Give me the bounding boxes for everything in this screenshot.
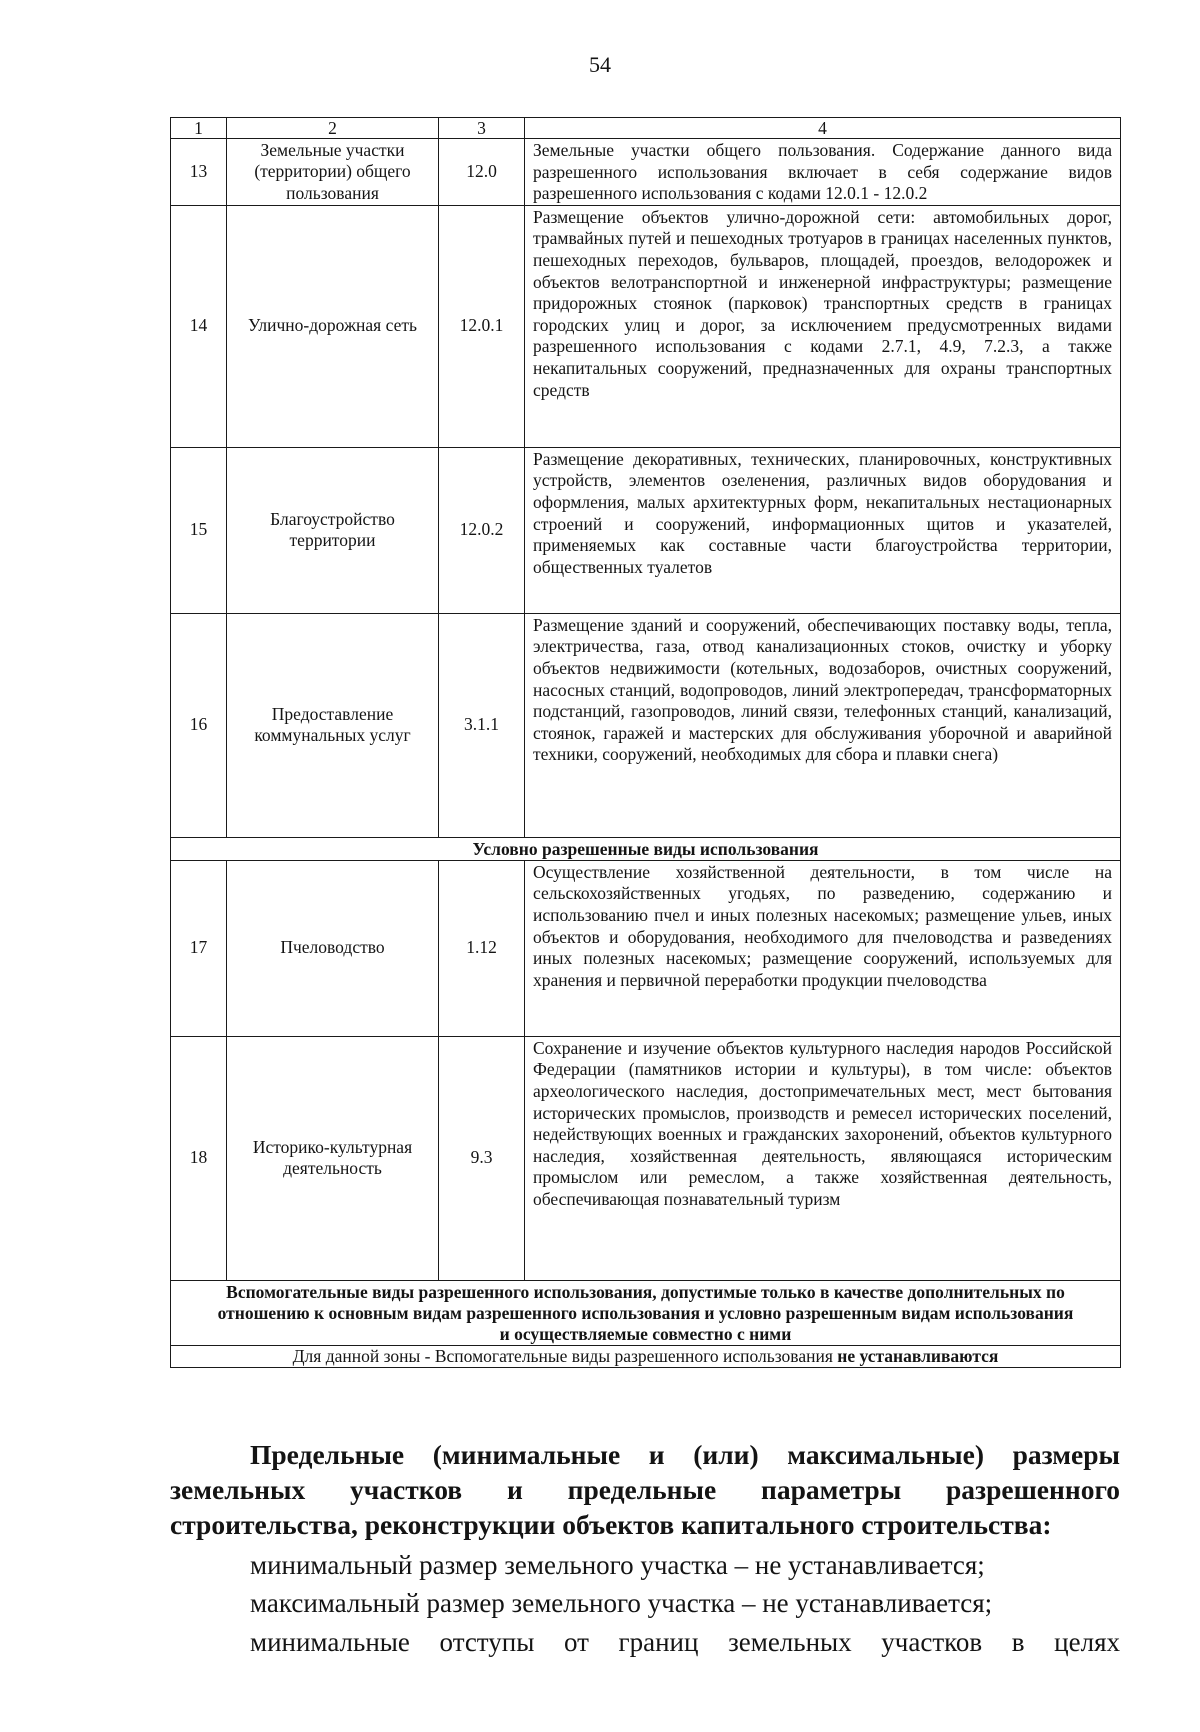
table-row [171, 1036, 1121, 1280]
row-name: Пчеловодство [227, 860, 439, 1036]
note-text: Для данной зоны - Вспомогательные виды разрешенного использования [292, 1345, 833, 1366]
table-row [171, 613, 1121, 837]
section-header-row [171, 837, 1121, 860]
row-description: Размещение декоративных, технических, планировочных, конструктивных устройств, элементов озеленения, различных видов оборудования и оформления, малых архитектурных форм, некапитальных нестационарных строений и сооружений, информационных щитов и указателей, применяемых как составные части благоустройства территории, общественных туалетов [525, 447, 1121, 613]
table-row [171, 139, 1121, 206]
land-use-table [170, 117, 1121, 1368]
row-description: Размещение объектов улично-дорожной сети: автомобильных дорог, трамвайных путей и пешеходных тротуаров в границах населенных пунктов, пешеходных переходов, бульваров, площадей, проездов, велодорожек и объектов велотранспортной и инженерной инфраструктуры; размещение придорожных стоянок (парковок) транспортных средств в границах городских улиц и дорог, за исключением предусмотренных видами разрешенного использования с кодами 2.7.1, 4.9, 7.2.3, а также некапитальных сооружений, предназначенных для охраны транспортных средств [525, 205, 1121, 447]
section-heading [170, 1437, 1120, 1542]
row-code: 12.0 [439, 139, 525, 206]
note-row [171, 1345, 1121, 1367]
table-row [171, 205, 1121, 447]
row-code: 3.1.1 [439, 613, 525, 837]
note-bold-text: не устанавливаются [837, 1345, 999, 1366]
table-row [171, 447, 1121, 613]
paragraph-min-size: минимальный размер земельного участка – не устанавливается; [250, 1550, 985, 1580]
row-name: Благоустройство территории [227, 447, 439, 613]
row-description: Размещение зданий и сооружений, обеспечивающих поставку воды, тепла, электричества, газа, отвод канализационных стоков, очистку и уборку объектов недвижимости (котельных, водозаборов, очистных сооружений, насосных станций, водопроводов, линий электропередач, трансформаторных подстанций, газопроводов, линий связи, телефонных станций, канализаций, стоянок, гаражей и мастерских для обслуживания уборочной и аварийной техники, сооружений, необходимых для сбора и плавки снега) [525, 613, 1121, 837]
row-number: 15 [171, 447, 227, 613]
table-row [171, 860, 1121, 1036]
table-header-row [171, 118, 1121, 139]
heading-line-2: земельных участков и предельные параметры разрешенного [170, 1474, 1120, 1505]
section-header-row [171, 1280, 1121, 1345]
row-code: 12.0.2 [439, 447, 525, 613]
note-cell [171, 1345, 1121, 1367]
row-number: 16 [171, 613, 227, 837]
row-code: 1.12 [439, 860, 525, 1036]
header-col-4: 4 [525, 118, 1121, 139]
paragraph-min-setbacks: минимальные отступы от границ земельных участков в целях [250, 1627, 1120, 1657]
header-col-1: 1 [171, 118, 227, 139]
row-number: 13 [171, 139, 227, 206]
row-code: 9.3 [439, 1036, 525, 1280]
paragraph-max-size: максимальный размер земельного участка – не устанавливается; [250, 1588, 993, 1618]
header-col-2: 2 [227, 118, 439, 139]
row-number: 14 [171, 205, 227, 447]
row-number: 18 [171, 1036, 227, 1280]
row-name: Земельные участки (территории) общего пользования [227, 139, 439, 206]
page-number: 54 [589, 52, 611, 77]
row-code: 12.0.1 [439, 205, 525, 447]
row-description: Сохранение и изучение объектов культурного наследия народов Российской Федерации (памятников истории и культуры), в том числе: объектов археологического наследия, достопримечательных мест, мест бытования исторических промыслов, производств и ремесел исторических поселений, недействующих военных и гражданских захоронений, объектов культурного наследия, хозяйственная деятельность, являющаяся историческим промыслом или ремеслом, а также хозяйственная деятельность, обеспечивающая познавательный туризм [525, 1036, 1121, 1280]
section-auxiliary-title: Вспомогательные виды разрешенного использования, допустимые только в качестве дополнительных по отношению к основным видам разрешенного использования и условно разрешенным видам использования и осуществляемые совместно с ними [171, 1280, 1121, 1345]
section-conditional-title: Условно разрешенные виды использования [171, 837, 1121, 860]
row-name: Предоставление коммунальных услуг [227, 613, 439, 837]
row-description: Осуществление хозяйственной деятельности, в том числе на сельскохозяйственных угодьях, по разведению, содержанию и использованию пчел и иных полезных насекомых; размещение ульев, иных объектов и оборудования, необходимого для пчеловодства и разведениях иных полезных насекомых; размещение сооружений, используемых для хранения и первичной переработки продукции пчеловодства [525, 860, 1121, 1036]
row-name: Улично-дорожная сеть [227, 205, 439, 447]
row-name: Историко-культурная деятельность [227, 1036, 439, 1280]
row-description: Земельные участки общего пользования. Содержание данного вида разрешенного использования включает в себя содержание видов разрешенного использования с кодами 12.0.1 - 12.0.2 [525, 139, 1121, 206]
heading-line-1: Предельные (минимальные и (или) максимальные) размеры [250, 1439, 1120, 1470]
header-col-3: 3 [439, 118, 525, 139]
row-number: 17 [171, 860, 227, 1036]
heading-line-3: строительства, реконструкции объектов капитального строительства: [170, 1509, 1052, 1540]
